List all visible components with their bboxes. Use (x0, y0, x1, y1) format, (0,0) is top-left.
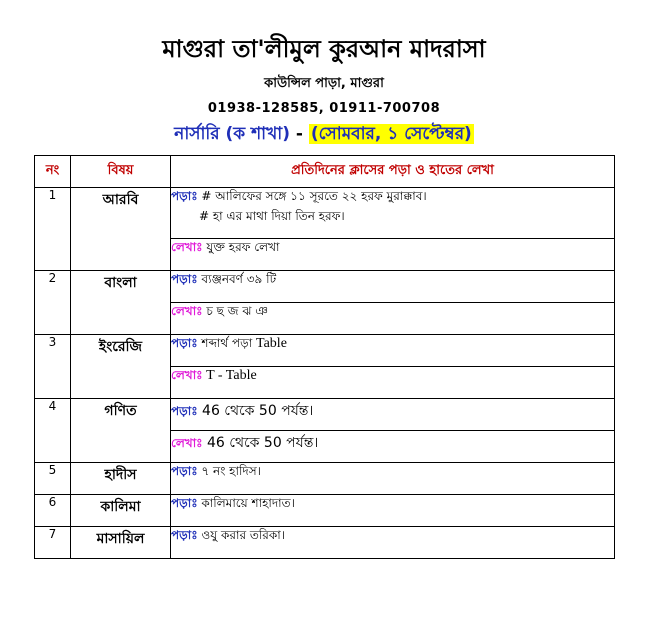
row-subject: বাংলা (71, 271, 171, 335)
write-cell (171, 431, 615, 463)
day-date-highlight: (সোমবার, ১ সেপ্টেম্বর) (310, 124, 472, 144)
write-cell (171, 367, 615, 399)
read-cell (171, 495, 615, 527)
row-subject: মাসায়িল (71, 527, 171, 559)
read-text: শব্দার্থ পড়া (197, 336, 257, 350)
read-label: পড়াঃ (171, 336, 198, 350)
write-label: লেখাঃ (171, 240, 203, 254)
read-label: পড়াঃ (171, 528, 198, 542)
write-cell (171, 303, 615, 335)
read-label: পড়াঃ (171, 272, 198, 286)
row-number: 7 (35, 527, 71, 559)
class-day-heading (0, 122, 648, 146)
read-label: পড়াঃ (171, 189, 198, 203)
write-cell (171, 239, 615, 271)
row-subject: ইংরেজি (71, 335, 171, 399)
read-text: ব্যঞ্জনবর্ণ ৩৯ টি (197, 272, 277, 286)
read-cell (171, 271, 615, 303)
read-text: ৭ নং হাদিস। (197, 464, 261, 478)
row-number: 3 (35, 335, 71, 399)
read-label: পড়াঃ (171, 496, 198, 510)
row-subject: আরবি (71, 188, 171, 271)
row-number: 5 (35, 463, 71, 495)
read-cell (171, 399, 615, 431)
row-subject: কালিমা (71, 495, 171, 527)
read-text: # আলিফের সঙ্গে ১১ সূরতে ২২ হরফ মুরাক্কাব। (197, 189, 427, 203)
read-text: ওযু করার তরিকা। (197, 528, 286, 542)
read-text-english: Table (256, 336, 287, 351)
write-label: লেখাঃ (171, 304, 203, 318)
madrasa-phones: 01938-128585, 01911-700708 (207, 101, 441, 116)
read-label: পড়াঃ (171, 464, 198, 478)
table-row (35, 335, 615, 367)
table-row (35, 495, 615, 527)
header-subject: বিষয় (71, 156, 171, 188)
madrasa-title: মাগুরা তা'লীমুল কুরআন মাদরাসা (162, 35, 486, 63)
row-number: 4 (35, 399, 71, 463)
read-label: পড়াঃ (171, 404, 198, 418)
write-label: লেখাঃ (171, 436, 203, 450)
table-row (35, 527, 615, 559)
read-text: কালিমায়ে শাহাদাত। (197, 496, 295, 510)
row-number: 6 (35, 495, 71, 527)
table-header-row (35, 156, 615, 188)
table-row (35, 399, 615, 431)
write-text: যুক্ত হরফ লেখা (202, 240, 280, 254)
heading-separator: - (289, 124, 309, 144)
row-subject: গণিত (71, 399, 171, 463)
header-no: নং (35, 156, 71, 188)
read-cell (171, 463, 615, 495)
write-text: 46 থেকে 50 পর্যন্ত। (202, 435, 319, 451)
row-number: 1 (35, 188, 71, 271)
write-text: চ ছ জ ঝ ঞ (202, 304, 268, 318)
read-cell (171, 527, 615, 559)
lesson-table (34, 155, 615, 559)
class-name: নার্সারি (ক শাখা) (174, 124, 290, 144)
row-subject: হাদীস (71, 463, 171, 495)
row-number: 2 (35, 271, 71, 335)
table-row (35, 271, 615, 303)
madrasa-address: কাউন্সিল পাড়া, মাগুরা (264, 76, 384, 91)
read-text-line-2: # হা এর মাথা দিয়া তিন হরফ। (199, 209, 345, 223)
write-text: T - Table (202, 368, 257, 383)
read-cell (171, 335, 615, 367)
header-lesson: প্রতিদিনের ক্লাসের পড়া ও হাতের লেখা (171, 156, 615, 188)
write-label: লেখাঃ (171, 368, 203, 382)
table-row (35, 463, 615, 495)
read-text: 46 থেকে 50 পর্যন্ত। (197, 403, 314, 419)
table-row (35, 188, 615, 239)
read-cell (171, 188, 615, 239)
